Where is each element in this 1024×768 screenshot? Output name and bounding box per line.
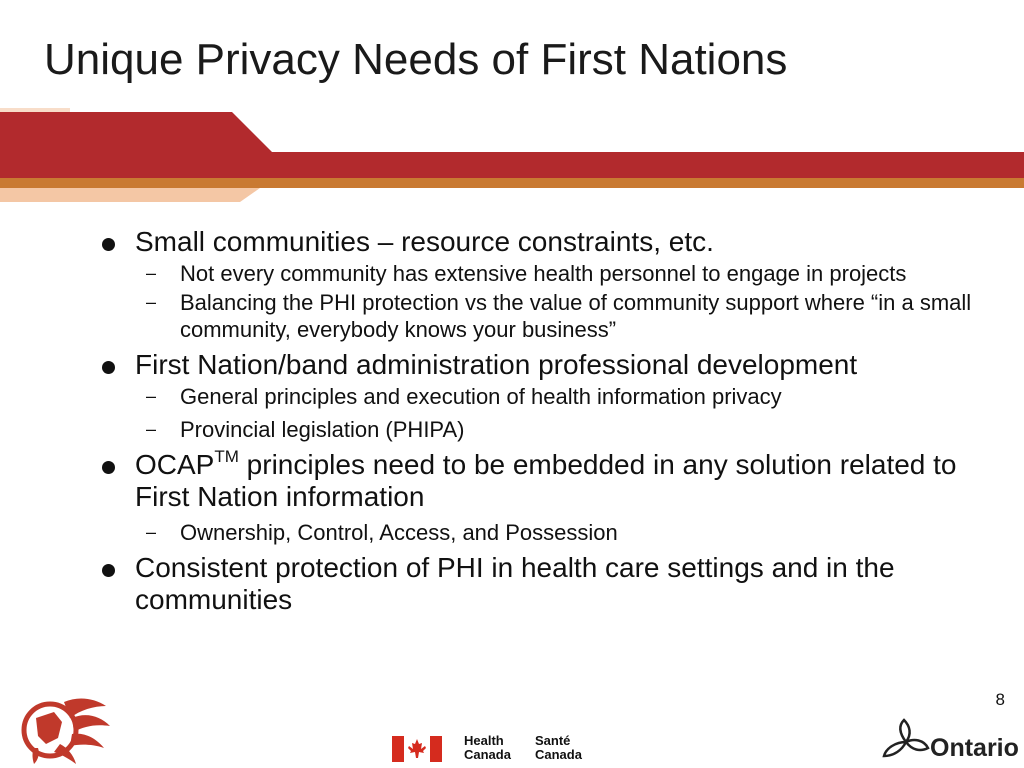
page-number: 8 [995,690,1005,709]
bullet-list [96,222,996,616]
sub-bullet-text: Provincial legislation (PHIPA) [180,417,465,442]
ontario-logo [880,716,1020,766]
dash-marker: – [146,292,157,312]
health-label: Health [464,733,504,748]
sub-bullet-item [96,383,996,410]
bullet-item [96,552,996,616]
first-nations-logo [16,688,112,764]
sub-bullet-text: Not every community has extensive health personnel to engage in projects [180,261,907,286]
bullet-dot [102,238,115,251]
dash-marker: – [146,419,157,439]
trillium-icon [880,716,930,766]
dash-marker: – [146,522,157,542]
bullet-dot [102,461,115,474]
canada-fr-label: Canada [535,747,582,762]
bullet-text: Consistent protection of PHI in health care settings and in the communities [135,552,895,615]
health-canada-wordmark [392,732,612,764]
sub-bullet-text: Ownership, Control, Access, and Possession [180,520,618,545]
dash-marker: – [146,263,157,283]
bullet-dot [102,361,115,374]
bullet-text: OCAP™ principles need to be embedded in any solution related to First Nation information [135,446,957,512]
canada-flag-icon [392,736,442,762]
sub-bullet-text: General principles and execution of health information privacy [180,384,782,409]
bullet-item [96,226,996,258]
sub-bullet-item [96,260,996,287]
bullet-text: First Nation/band administration professional development [135,349,858,380]
bullet-text: Small communities – resource constraints, etc. [135,226,714,257]
sub-bullet-item [96,416,996,443]
bullet-dot [102,564,115,577]
sub-bullet-item [96,289,996,343]
ontario-wordmark: Ontario [930,734,1019,762]
bullet-item [96,446,996,513]
sub-bullet-item [96,519,996,546]
slide-title: Unique Privacy Needs of First Nations [44,35,788,84]
canada-label: Canada [464,747,511,762]
header-banner [0,108,1024,208]
dash-marker: – [146,386,157,406]
sub-bullet-text: Balancing the PHI protection vs the value of community support where “in a small community, everybody knows your business” [180,290,972,342]
sante-label: Santé [535,733,571,748]
trademark-superscript: TM [214,446,239,466]
bullet-item [96,349,996,381]
